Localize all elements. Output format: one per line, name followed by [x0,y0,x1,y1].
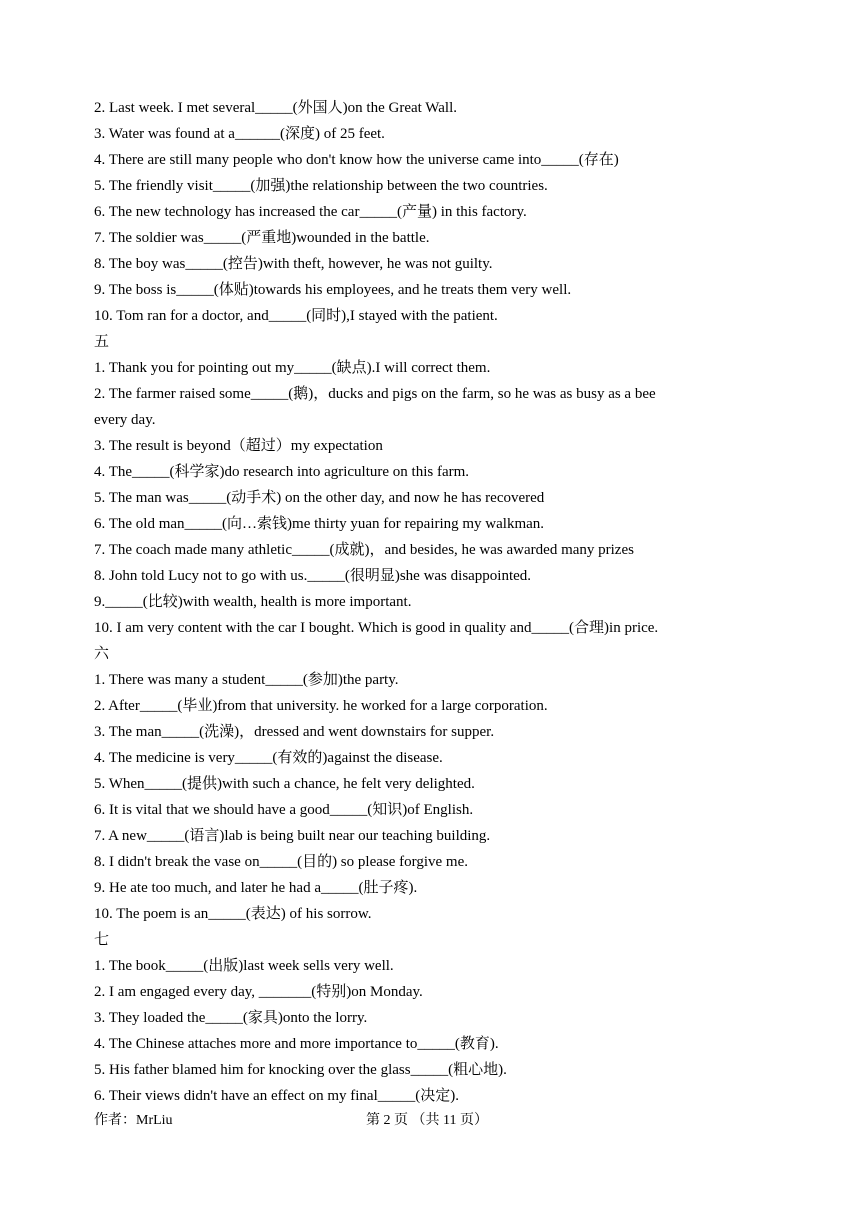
exercise-line: 10. The poem is an_____(表达) of his sorrow. [94,906,372,922]
exercise-line: 4. The Chinese attaches more and more importance to_____(教育). [94,1036,499,1052]
exercise-line: 10. I am very content with the car I bought. Which is good in quality and_____(合理)in price. [94,620,659,636]
exercise-line: 9. He ate too much, and later he had a_____(肚子疼). [94,880,418,896]
exercise-line: 7. The soldier was_____(严重地)wounded in the battle. [94,230,430,246]
section-heading: 五 [94,334,110,350]
exercise-line: 5. His father blamed him for knocking over the glass_____(粗心地). [94,1062,507,1078]
section-heading: 七 [94,932,110,948]
footer-author: 作者：MrLiu [94,1113,173,1128]
exercise-line: 1. There was many a student_____(参加)the party. [94,672,399,688]
exercise-line: 7. The coach made many athletic_____(成就)，and besides, he was awarded many prizes [94,542,634,558]
exercise-line: 4. The medicine is very_____(有效的)against the disease. [94,750,443,766]
exercise-line: 6. The old man_____(向…索钱)me thirty yuan for repairing my walkman. [94,516,545,532]
exercise-line: 6. It is vital that we should have a good_____(知识)of English. [94,802,474,818]
exercise-line: 8. I didn't break the vase on_____(目的) so please forgive me. [94,854,468,870]
exercise-line: 5. When_____(提供)with such a chance, he felt very delighted. [94,776,475,792]
exercise-line: every day. [94,412,156,428]
exercise-line: 1. The book_____(出版)last week sells very well. [94,958,394,974]
exercise-line: 8. John told Lucy not to go with us._____(很明显)she was disappointed. [94,568,532,584]
exercise-line: 2. Last week. I met several_____(外国人)on the Great Wall. [94,100,457,116]
exercise-line: 7. A new_____(语言)lab is being built near our teaching building. [94,828,491,844]
exercise-line: 6. The new technology has increased the car_____(产量) in this factory. [94,204,527,220]
exercise-line: 4. There are still many people who don't know how the universe came into_____(存在) [94,152,619,168]
exercise-line: 6. Their views didn't have an effect on my final_____(决定). [94,1088,459,1104]
exercise-line: 9._____(比较)with wealth, health is more important. [94,594,412,610]
page-footer [94,1110,764,1132]
exercise-line: 3. They loaded the_____(家具)onto the lorry. [94,1010,368,1026]
exercise-line: 3. Water was found at a______(深度) of 25 feet. [94,126,385,142]
footer-page-number: 第 2 页 （共 11 页） [366,1113,488,1128]
exercise-line: 10. Tom ran for a doctor, and_____(同时),I stayed with the patient. [94,308,498,324]
exercise-line: 5. The man was_____(动手术) on the other day, and now he has recovered [94,490,545,506]
section-heading: 六 [94,646,110,662]
exercise-line: 5. The friendly visit_____(加强)the relationship between the two countries. [94,178,548,194]
exercise-line: 3. The man_____(洗澡)，dressed and went downstairs for supper. [94,724,495,740]
exercise-content [94,95,764,1109]
exercise-line: 9. The boss is_____(体贴)towards his employees, and he treats them very well. [94,282,572,298]
exercise-line: 4. The_____(科学家)do research into agriculture on this farm. [94,464,470,480]
exercise-line: 3. The result is beyond（超过）my expectation [94,438,383,454]
exercise-line: 2. After_____(毕业)from that university. he worked for a large corporation. [94,698,548,714]
exercise-line: 2. The farmer raised some_____(鹅)，ducks and pigs on the farm, so he was as busy as a bee [94,386,656,402]
exercise-line: 2. I am engaged every day, _______(特别)on Monday. [94,984,423,1000]
exercise-line: 8. The boy was_____(控告)with theft, however, he was not guilty. [94,256,493,272]
exercise-line: 1. Thank you for pointing out my_____(缺点).I will correct them. [94,360,491,376]
